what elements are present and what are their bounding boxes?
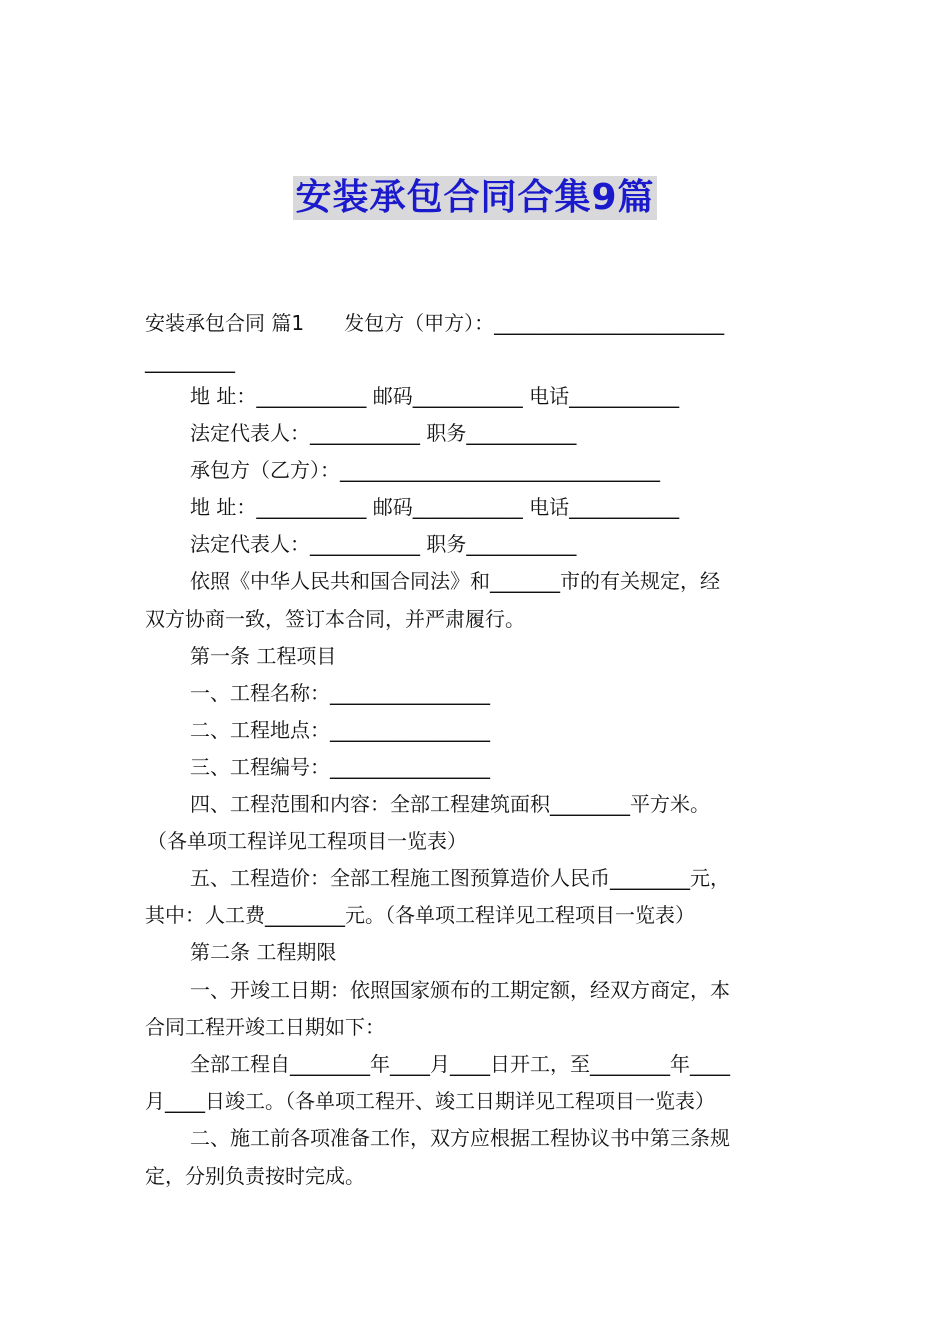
- title-container: [0, 176, 950, 220]
- body-line: 一、工程名称：________________: [190, 681, 490, 705]
- body-line: 法定代表人：___________ 职务___________: [190, 532, 577, 556]
- section-heading: 第二条 工程期限: [190, 940, 337, 964]
- body-line: 法定代表人：___________ 职务___________: [190, 421, 577, 445]
- body-line: 双方协商一致，签订本合同，并严肃履行。: [145, 607, 525, 631]
- body-line: _________: [145, 349, 235, 373]
- body-line: 全部工程自________年____月____日开工，至________年____: [190, 1052, 730, 1076]
- body-line: 四、工程范围和内容：全部工程建筑面积________平方米。: [190, 792, 710, 816]
- body-line: 月____日竣工。（各单项工程开、竣工日期详见工程项目一览表）: [145, 1089, 715, 1113]
- body-line: 定，分别负责按时完成。: [145, 1164, 365, 1188]
- body-line: 其中：人工费________元。（各单项工程详见工程项目一览表）: [145, 903, 695, 927]
- body-line: 二、工程地点：________________: [190, 718, 490, 742]
- document-title: 安装承包合同合集9篇: [295, 177, 655, 218]
- body-line: 承包方（乙方）：________________________________: [190, 458, 660, 482]
- body-line: 三、工程编号：________________: [190, 755, 490, 779]
- body-line: 地 址：___________ 邮码___________ 电话___________: [190, 384, 680, 408]
- body-line: 二、施工前各项准备工作，双方应根据工程协议书中第三条规: [190, 1126, 730, 1150]
- body-line: 依照《中华人民共和国合同法》和_______市的有关规定，经: [190, 569, 720, 593]
- body-line: 地 址：___________ 邮码___________ 电话___________: [190, 495, 680, 519]
- body-line: （各单项工程详见工程项目一览表）: [147, 829, 467, 853]
- body-line: 一、开竣工日期：依照国家颁布的工期定额，经双方商定，本: [190, 978, 730, 1002]
- body-line: 安装承包合同 篇1 发包方（甲方）：_______________________: [145, 311, 725, 335]
- body-line: 合同工程开竣工日期如下：: [145, 1015, 385, 1039]
- body-line: 五、工程造价：全部工程施工图预算造价人民币________元，: [190, 866, 730, 890]
- section-heading: 第一条 工程项目: [190, 644, 337, 668]
